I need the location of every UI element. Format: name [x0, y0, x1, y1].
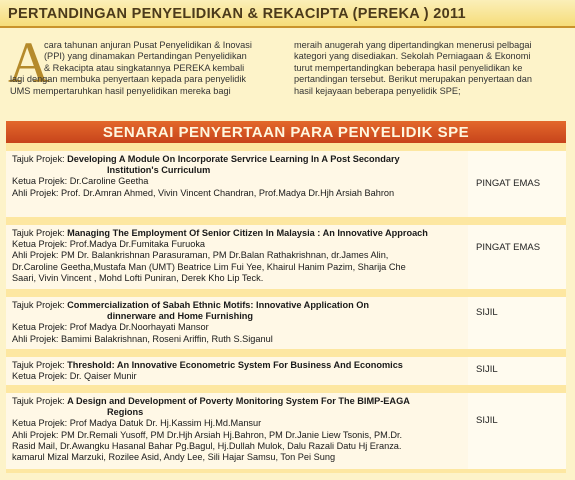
entry-members: PM Dr. Balankrishnan Parasuraman, PM Dr.Balan Rathakrishnan, dr.James Alin,	[61, 250, 389, 261]
entries-panel	[6, 121, 566, 473]
entry-title: Managing The Employment Of Senior Citizen In Malaysia : An Innovative Approach	[67, 228, 428, 238]
award-badge: PINGAT EMAS	[476, 242, 541, 253]
entry-members-cont: kamarul Mizal Marzuki, Rozilee Asid, Andy Lee, Sili Hajar Samsu, Ton Pei Sung	[12, 452, 336, 463]
entry-title-cont: Regions	[107, 407, 144, 418]
entry-members: Prof. Dr.Amran Ahmed, Vivin Vincent Chandran, Prof.Madya Dr.Hjh Arsiah Bahron	[61, 187, 395, 198]
page-title: PERTANDINGAN PENYELIDIKAN & REKACIPTA (PEREKA ) 2011	[8, 6, 466, 22]
tajuk-label: Tajuk Projek:	[12, 396, 65, 406]
entry-title: A Design and Development of Poverty Monitoring System For The BIMP-EAGA	[67, 396, 410, 406]
ketua-label: Ketua Projek:	[12, 239, 68, 250]
intro-right-column	[294, 40, 566, 97]
intro-right-line: turut mempertandingkan beberapa hasil penyelidikan ke	[294, 62, 523, 73]
entry-award-cell	[468, 151, 566, 217]
entry-award-cell	[468, 297, 566, 349]
tajuk-label: Tajuk Projek:	[12, 360, 65, 370]
ahli-label: Ahli Projek:	[12, 187, 59, 198]
intro-section	[8, 30, 568, 110]
entry-leader: Prof.Madya Dr.Fumitaka Furuoka	[69, 239, 206, 250]
ketua-label: Ketua Projek:	[12, 322, 68, 333]
entry-title: Developing A Module On Incorporate Servrice Learning In A Post Secondary	[67, 154, 400, 164]
entry-details	[6, 297, 464, 349]
section-title: SENARAI PENYERTAAN PARA PENYELIDIK SPE	[102, 124, 470, 141]
section-banner	[6, 121, 566, 143]
award-badge: SIJIL	[476, 415, 498, 426]
award-badge: PINGAT EMAS	[476, 178, 541, 189]
entry-details	[6, 357, 464, 385]
ahli-label: Ahli Projek:	[12, 250, 59, 261]
ahli-label: Ahli Projek:	[12, 333, 59, 344]
intro-left-line: (PPI) yang dinamakan Pertandingan Penyelidikan	[44, 51, 247, 62]
intro-left-line: & Rekacipta atau singkatannya PEREKA kembali	[44, 62, 245, 73]
intro-right-line: kategori yang disediakan. Sekolah Perniagaan & Ekonomi	[294, 51, 531, 62]
entry-leader: Prof Madya Datuk Dr. Hj.Kassim Hj.Md.Mansur	[69, 418, 262, 429]
award-badge: SIJIL	[476, 364, 498, 375]
tajuk-label: Tajuk Projek:	[12, 300, 65, 310]
entry-award-cell	[468, 393, 566, 469]
entry-title: Commercialization of Sabah Ethnic Motifs: Innovative Application On	[67, 300, 370, 310]
award-badge: SIJIL	[476, 307, 498, 318]
entry-details	[6, 225, 464, 289]
intro-left-column	[8, 30, 278, 97]
ahli-label: Ahli Projek:	[12, 429, 59, 440]
entry-title-cont: Institution's Curriculum	[107, 165, 211, 176]
entry-members-cont: Saari, Vivin Vincent , Mohd Lofti Puniran, Derek Kho Lip Teck.	[12, 272, 264, 283]
entry-row	[6, 151, 566, 217]
entry-award-cell	[468, 225, 566, 289]
ketua-label: Ketua Projek:	[12, 371, 68, 382]
entry-details	[6, 393, 464, 469]
entry-members-cont: Dr.Caroline Geetha,Mustafa Man (UMT) Beatrice Lim Fui Yee, Khairul Hanim Pazim, Sharija Che	[12, 261, 406, 272]
intro-right-line: hasil kejayaan beberapa penyelidik SPE;	[294, 85, 461, 96]
ketua-label: Ketua Projek:	[12, 176, 68, 187]
intro-right-line: pertandingan tersebut. Berikut merupakan penyertaan dan	[294, 74, 533, 85]
intro-left-line: UMS mempertaruhkan hasil penyelidikan mereka bagi	[10, 85, 231, 96]
entry-leader: Dr. Qaiser Munir	[69, 371, 137, 382]
entry-details	[6, 151, 464, 217]
entry-members-cont: Rasid Mail, Dr.Awangku Hasanal Bahar Pg.Bagul, Hj.Dullah Mulok, Dalu Razali Datu Hj Eranza.	[12, 440, 402, 451]
intro-left-line: cara tahunan anjuran Pusat Penyelidikan & Inovasi	[44, 40, 252, 50]
entry-row	[6, 357, 566, 385]
entry-members: Bamimi Balakrishnan, Roseni Ariffin, Ruth S.Siganul	[61, 333, 273, 344]
entry-title-cont: dinnerware and Home Furnishing	[107, 311, 253, 322]
intro-dropcap: A	[8, 30, 50, 95]
entry-row	[6, 225, 566, 289]
entry-leader: Prof Madya Dr.Noorhayati Mansor	[69, 322, 209, 333]
intro-left-line: lagi dengan membuka penyertaan kepada para penyelidik	[10, 74, 246, 85]
page-header	[0, 0, 575, 28]
entry-row	[6, 393, 566, 469]
entry-award-cell	[468, 357, 566, 385]
entry-row	[6, 297, 566, 349]
tajuk-label: Tajuk Projek:	[12, 228, 65, 238]
intro-right-line: meraih anugerah yang dipertandingkan menerusi pelbagai	[294, 40, 532, 50]
entry-members: PM Dr.Remali Yusoff, PM Dr.Hjh Arsiah Hj.Bahron, PM Dr.Janie Liew Tsonis, PM.Dr.	[61, 429, 403, 440]
tajuk-label: Tajuk Projek:	[12, 154, 65, 164]
ketua-label: Ketua Projek:	[12, 418, 68, 429]
entry-title: Threshold: An Innovative Econometric System For Business And Economics	[67, 360, 403, 370]
entry-leader: Dr.Caroline Geetha	[69, 176, 149, 187]
